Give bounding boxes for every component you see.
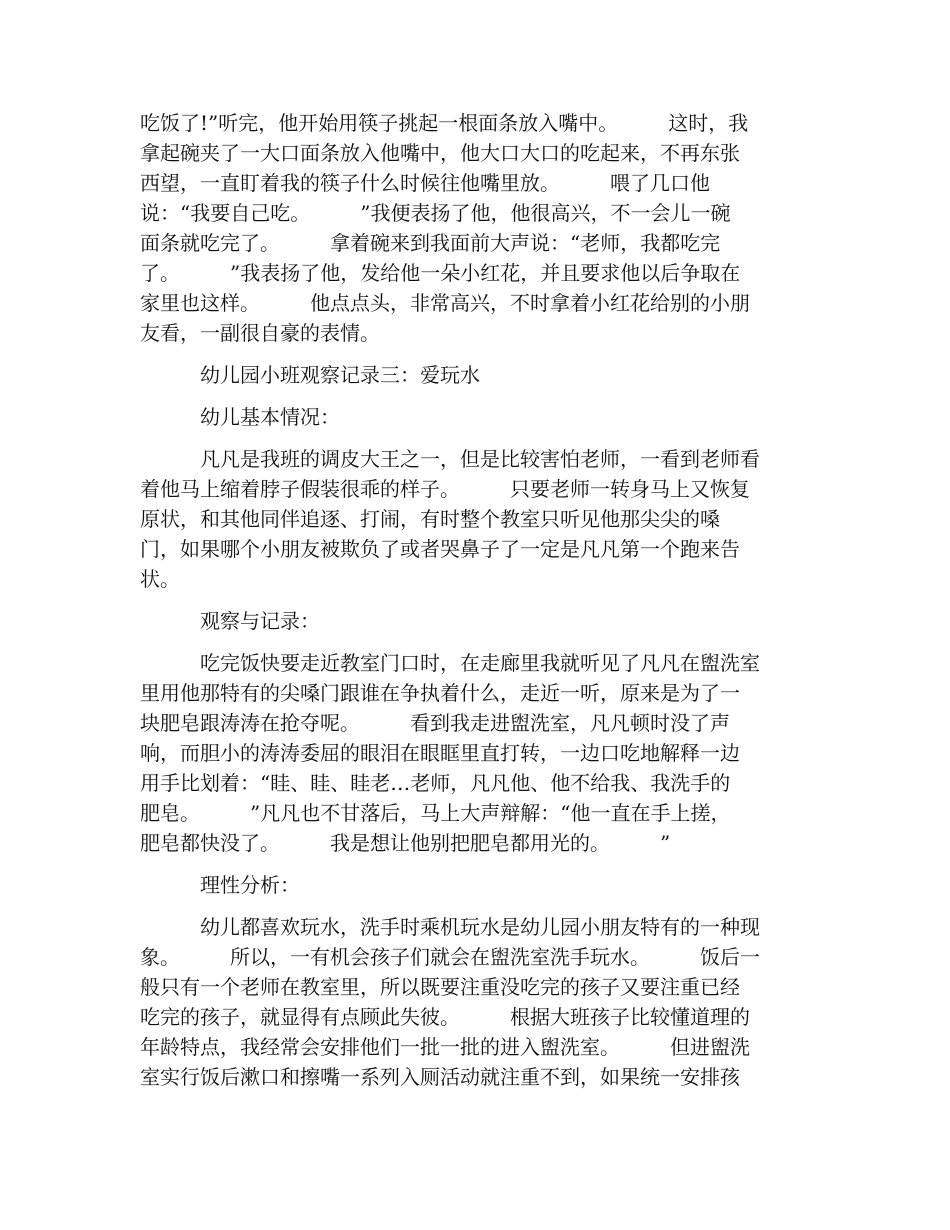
text-line: 西望，一直盯着我的筷子什么时候往他嘴里放。 喂了几口他 <box>140 171 710 195</box>
text-line: 响，而胆小的涛涛委屈的眼泪在眼眶里直打转，一边口吃地解释一边 <box>140 741 740 765</box>
text-line: 般只有一个老师在教室里，所以既要注重没吃完的孩子又要注重已经 <box>140 975 740 999</box>
text-line: 着他马上缩着脖子假装很乖的样子。 只要老师一转身马上又恢复 <box>140 477 750 501</box>
text-line: 室实行饭后漱口和擦嘴一系列入厕活动就注重不到，如果统一安排孩 <box>140 1065 740 1089</box>
text-line: 吃完饭快要走近教室门口时，在走廊里我就听见了凡凡在盥洗室 <box>140 651 760 675</box>
text-line: 状。 <box>140 567 180 591</box>
subheading-observation <box>140 606 804 636</box>
paragraph-basic-info <box>140 444 804 594</box>
section-heading-record-three <box>140 360 804 390</box>
text-line: 说：“我要自己吃。 ”我便表扬了他，他很高兴，不一会儿一碗 <box>140 201 731 225</box>
paragraph-observation <box>140 648 804 858</box>
text-line: 用手比划着：“眭、眭、眭老…老师，凡凡他、他不给我、我洗手的 <box>140 771 731 795</box>
text-line: 原状，和其他同伴追逐、打闹，有时整个教室只听见他那尖尖的嗓 <box>140 507 720 531</box>
text-line: 吃完的孩子，就显得有点顾此失彼。 根据大班孩子比较懂道理的 <box>140 1005 750 1029</box>
paragraph-lunch-story <box>140 108 804 348</box>
text-line: 拿起碗夹了一大口面条放入他嘴中，他大口大口的吃起来，不再东张 <box>140 141 740 165</box>
subheading-basic-info <box>140 402 804 432</box>
text-line: 象。 所以，一有机会孩子们就会在盥洗室洗手玩水。 饭后一 <box>140 945 760 969</box>
text-line: 门，如果哪个小朋友被欺负了或者哭鼻子了一定是凡凡第一个跑来告 <box>140 537 740 561</box>
paragraph-analysis <box>140 912 804 1092</box>
heading-line: 理性分析： <box>140 873 300 897</box>
text-line: 块肥皂跟涛涛在抢夺呢。 看到我走进盥洗室，凡凡顿时没了声 <box>140 711 730 735</box>
text-line: 吃饭了!”听完，他开始用筷子挑起一根面条放入嘴中。 这时，我 <box>140 111 749 135</box>
text-line: 了。 ”我表扬了他，发给他一朵小红花，并且要求他以后争取在 <box>140 261 741 285</box>
heading-line: 观察与记录： <box>140 609 320 633</box>
heading-line: 幼儿园小班观察记录三：爱玩水 <box>140 363 480 387</box>
text-line: 里用他那特有的尖嗓门跟谁在争执着什么，走近一听，原来是为了一 <box>140 681 740 705</box>
text-line: 年龄特点，我经常会安排他们一批一批的进入盥洗室。 但进盥洗 <box>140 1035 750 1059</box>
text-line: 面条就吃完了。 拿着碗来到我面前大声说：“老师，我都吃完 <box>140 231 721 255</box>
text-line: 肥皂都快没了。 我是想让他别把肥皂都用光的。 ” <box>140 831 671 855</box>
subheading-analysis <box>140 870 804 900</box>
text-line: 友看，一副很自豪的表情。 <box>140 321 380 345</box>
text-line: 肥皂。 ”凡凡也不甘落后，马上大声辩解：“他一直在手上搓， <box>140 801 731 825</box>
document-body <box>140 108 804 1104</box>
text-line: 家里也这样。 他点点头，非常高兴，不时拿着小红花给别的小朋 <box>140 291 750 315</box>
text-line: 幼儿都喜欢玩水，洗手时乘机玩水是幼儿园小朋友特有的一种现 <box>140 915 760 939</box>
heading-line: 幼儿基本情况： <box>140 405 340 429</box>
text-line: 凡凡是我班的调皮大王之一，但是比较害怕老师，一看到老师看 <box>140 447 760 471</box>
